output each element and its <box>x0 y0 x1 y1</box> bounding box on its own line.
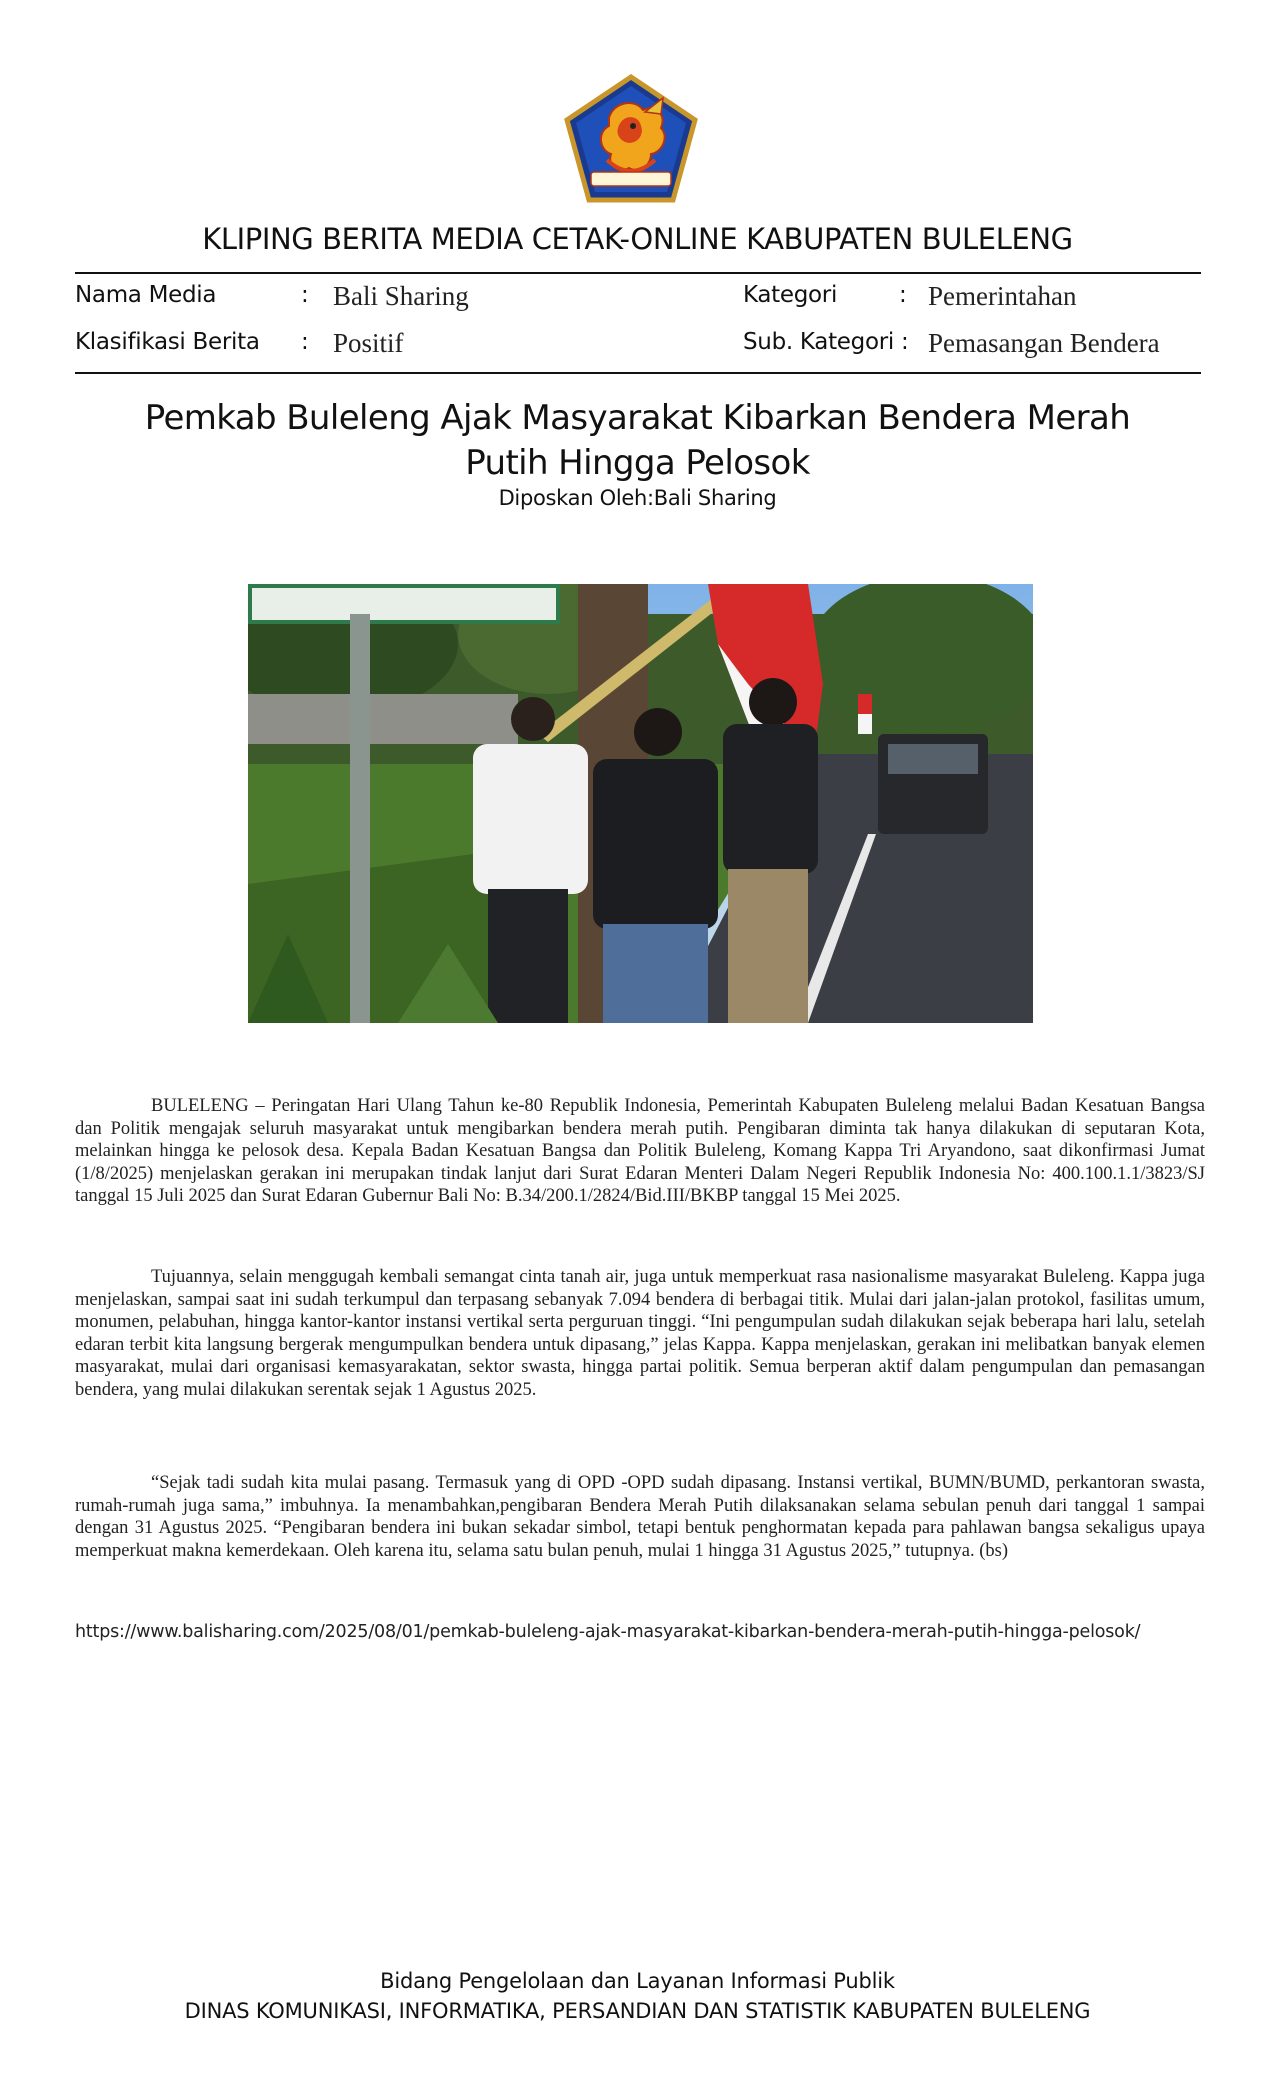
subcategory-value: Pemasangan Bendera <box>928 328 1160 358</box>
article-paragraph-3: “Sejak tadi sudah kita mulai pasang. Termasuk yang di OPD -OPD sudah dipasang. Instansi vertikal, BUMN/BUMD, perkantoran swasta, rumah-rumah juga sama,” imbuhnya. Ia menambahkan,pengibaran Bendera Merah Putih dilaksanakan selama sebulan penuh dari tanggal 1 sampai dengan 31 Agustus 2025. “Pengibaran bendera ini bukan sekadar simbol, tetapi bentuk penghormatan kepada para pahlawan bangsa sekaligus upaya memperkuat makna kemerdekaan. Oleh karena itu, selama satu bulan penuh, mulai 1 hingga 31 Agustus 2025,” tutupnya. (bs) <box>75 1473 1205 1561</box>
clipping-header-title: KLIPING BERITA MEDIA CETAK-ONLINE KABUPATEN BULELENG <box>202 222 1073 256</box>
category-colon: : <box>899 282 907 308</box>
media-name-label: Nama Media <box>75 282 217 308</box>
subcategory-label: Sub. Kategori : <box>743 329 909 355</box>
media-name-colon: : <box>301 282 309 308</box>
article-paragraph-2: Tujuannya, selain menggugah kembali semangat cinta tanah air, juga untuk memperkuat rasa nasionalisme masyarakat Buleleng. Kappa juga menjelaskan, sampai saat ini sudah terkumpul dan terpasang sebanyak 7.094 bendera di berbagai titik. Mulai dari jalan-jalan protokol, fasilitas umum, monumen, pelabuhan, hingga kantor-kantor instansi vertikal serta perguruan tinggi. “Ini pengumpulan sudah dilakukan sejak beberapa hari lalu, setelah edaran terbit kita langsung bergerak mengumpulkan bendera untuk dipasang,” jelas Kappa. Kappa menjelaskan, gerakan ini melibatkan banyak elemen masyarakat, mulai dari organisasi kemasyarakatan, sektor swasta, hingga partai politik. Semua berperan aktif dalam pengumpulan dan pemasangan bendera, yang mulai dilakukan serentak sejak 1 Agustus 2025. <box>75 1267 1205 1400</box>
article-title: Pemkab Buleleng Ajak Masyarakat Kibarkan Bendera Merah Putih Hingga Pelosok <box>144 398 1131 483</box>
media-name-value: Bali Sharing <box>333 281 469 311</box>
footer-agency-name: DINAS KOMUNIKASI, INFORMATIKA, PERSANDIAN DAN STATISTIK KABUPATEN BULELENG <box>184 1999 1091 2023</box>
source-url-link[interactable]: https://www.balisharing.com/2025/08/01/pemkab-buleleng-ajak-masyarakat-kibarkan-bendera-merah-putih-hingga-pelosok/ <box>75 1622 1141 1642</box>
category-label: Kategori <box>743 282 838 308</box>
classification-colon: : <box>301 329 309 355</box>
footer-division-name: Bidang Pengelolaan dan Layanan Informasi Publik <box>380 1969 895 1993</box>
article-byline: Diposkan Oleh:Bali Sharing <box>498 486 777 510</box>
classification-label: Klasifikasi Berita <box>75 329 260 355</box>
flag-raising-photo-illustration <box>248 584 1033 1023</box>
news-photo <box>248 584 1033 1023</box>
classification-value: Positif <box>333 328 404 358</box>
header-divider-bottom <box>75 372 1201 374</box>
category-value: Pemerintahan <box>928 281 1077 311</box>
coat-of-arms-icon <box>563 74 699 204</box>
header-divider-top <box>75 272 1201 274</box>
article-paragraph-1: BULELENG – Peringatan Hari Ulang Tahun ke-80 Republik Indonesia, Pemerintah Kabupaten Buleleng melalui Badan Kesatuan Bangsa dan Politik mengajak seluruh masyarakat untuk mengibarkan bendera merah putih. Pengibaran diminta tak hanya dilakukan di seputaran Kota, melainkan hingga ke pelosok desa. Kepala Badan Kesatuan Bangsa dan Politik Buleleng, Komang Kappa Tri Aryandono, saat dikonfirmasi Jumat (1/8/2025) menjelaskan gerakan ini merupakan tindak lanjut dari Surat Edaran Menteri Dalam Negeri Republik Indonesia No: 400.100.1.1/3823/SJ tanggal 15 Juli 2025 dan Surat Edaran Gubernur Bali No: B.34/200.1/2824/Bid.III/BKBP tanggal 15 Mei 2025. <box>75 1096 1205 1207</box>
buleleng-coat-of-arms-logo <box>563 74 699 204</box>
